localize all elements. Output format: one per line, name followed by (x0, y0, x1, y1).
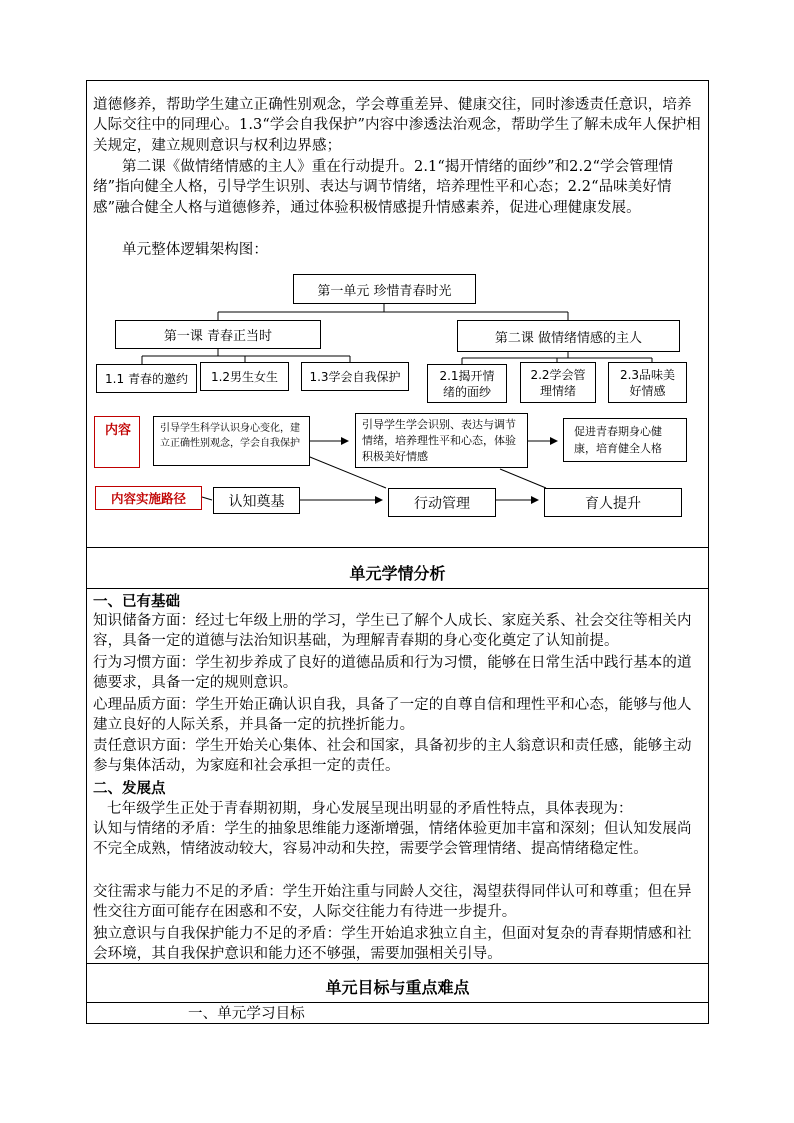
subtopic-1-3-box: 1.3学会自我保护 (301, 362, 409, 391)
analysis-paragraph-3: 心理品质方面：学生开始正确认识自我，具备了一定的自尊自信和理性平和心态，能够与他人建立良好的人际关系，并具备一定的抗挫折能力。 (93, 697, 692, 734)
subtopic-2-2-box: 2.2学会管理情绪 (520, 362, 596, 403)
lesson1-box: 第一课 青春正当时 (115, 320, 321, 349)
content-box-2: 引导学生学会识别、表达与调节情绪，培养理性平和心态，体验积极美好情感 (355, 413, 528, 468)
analysis-paragraph-2: 行为习惯方面：学生初步养成了良好的道德品质和行为习惯，能够在日常生活中践行基本的道德要求，具备一定的规则意识。 (93, 655, 692, 692)
goals-subheading: 一、单元学习目标 (188, 1006, 305, 1022)
row-divider (86, 1002, 709, 1003)
analysis-paragraph-1: 知识储备方面：经过七年级上册的学习，学生已了解个人成长、家庭关系、社会交往等相关内容，具备一定的道德与法治知识基础，为理解青春期的身心变化奠定了认知前提。 (93, 613, 692, 650)
analysis-paragraph-7: 交往需求与能力不足的矛盾：学生开始注重与同龄人交往，渴望获得同伴认可和尊重；但在异性交往方面可能存在困惑和不安，人际交往能力有待进一步提升。 (93, 884, 692, 921)
subtopic-1-2-box: 1.2男生女生 (200, 362, 289, 391)
content-box-3: 促进青春期身心健康，培育健全人格 (563, 418, 687, 462)
path-box-1: 认知奠基 (213, 487, 300, 514)
content-box-1: 引导学生科学认识身心变化，建立正确性别观念，学会自我保护 (153, 416, 310, 466)
intro-paragraph-3: 单元整体逻辑架构图： (122, 242, 268, 258)
subtopic-2-1-box: 2.1揭开情绪的面纱 (427, 364, 507, 403)
row-divider (86, 547, 709, 548)
intro-paragraph-1: 道德修养，帮助学生建立正确性别观念，学会尊重差异、健康交往，同时渗透责任意识，培养人际交往中的同理心。1.3“学会自我保护”内容中渗透法治观念，帮助学生了解未成年人保护相关规定，建立规则意识与权利边界感； (93, 97, 701, 154)
analysis-paragraph-4: 责任意识方面：学生开始关心集体、社会和国家，具备初步的主人翁意识和责任感，能够主动参与集体活动，为家庭和社会承担一定的责任。 (93, 738, 692, 775)
lesson2-box: 第二课 做情绪情感的主人 (457, 320, 680, 352)
subtopic-1-1-box: 1.1 青春的邀约 (96, 364, 197, 393)
path-box-2: 行动管理 (388, 488, 496, 517)
analysis-paragraph-5: 七年级学生正处于青春期初期，身心发展呈现出明显的矛盾性特点，具体表现为： (107, 801, 633, 817)
path-label: 内容实施路径 (95, 486, 202, 510)
analysis-title: 单元学情分析 (349, 564, 446, 583)
row-divider (86, 588, 709, 589)
analysis-heading-1: 一、已有基础 (93, 593, 180, 610)
subtopic-2-3-box: 2.3品味美好情感 (608, 362, 687, 403)
goals-title: 单元目标与重点难点 (325, 978, 470, 997)
content-label: 内容 (94, 416, 140, 468)
analysis-paragraph-6: 认知与情绪的矛盾：学生的抽象思维能力逐渐增强，情绪体验更加丰富和深刻；但认知发展尚不完全成熟，情绪波动较大，容易冲动和失控，需要学会管理情绪、提高情绪稳定性。 (93, 821, 692, 858)
analysis-paragraph-8: 独立意识与自我保护能力不足的矛盾：学生开始追求独立自主，但面对复杂的青春期情感和社会环境，其自我保护意识和能力还不够强，需要加强相关引导。 (93, 926, 692, 963)
row-divider (86, 963, 709, 964)
intro-paragraph-2: 第二课《做情绪情感的主人》重在行动提升。2.1“揭开情绪的面纱”和2.2“学会管理情绪”指向健全人格，引导学生识别、表达与调节情绪，培养理性平和心态；2.2“品味美好情感”融合健全人格与道德修养，通过体验积极情感提升情感素养，促进心理健康发展。 (93, 159, 674, 216)
analysis-heading-2: 二、发展点 (93, 780, 166, 797)
unit-box: 第一单元 珍惜青春时光 (293, 274, 476, 304)
path-box-3: 育人提升 (544, 488, 682, 517)
